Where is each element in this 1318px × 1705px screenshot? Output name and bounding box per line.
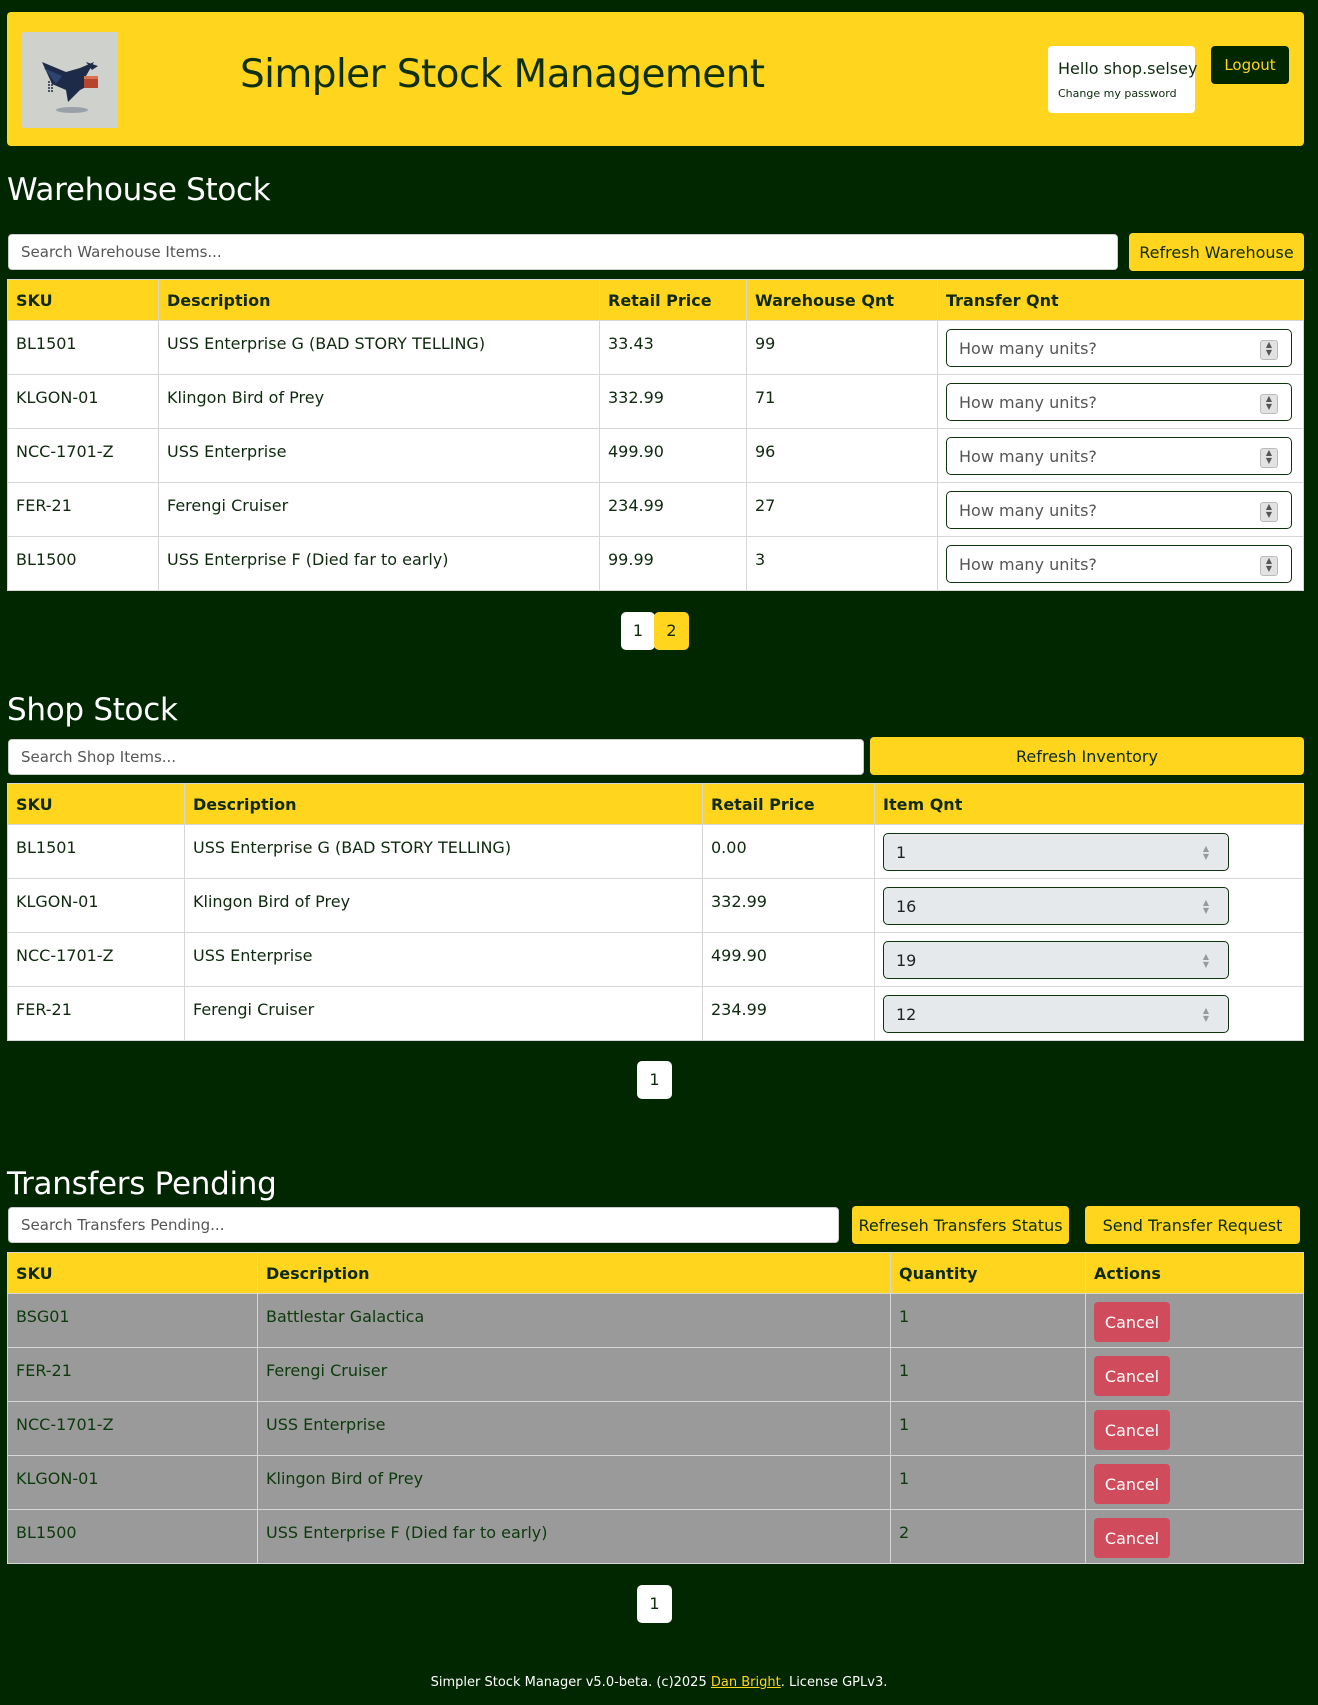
sku-cell: KLGON-01 [8, 1456, 258, 1510]
user-panel [1048, 46, 1198, 113]
quantity-cell: 1 [891, 1456, 1086, 1510]
column-header: Item Qnt [875, 784, 1304, 825]
transfer-qty-placeholder: How many units? [959, 339, 1097, 358]
description-cell: Battlestar Galactica [258, 1294, 891, 1348]
sku-cell: FER-21 [8, 483, 159, 537]
transfers-search-input[interactable] [8, 1207, 839, 1243]
column-header: Quantity [891, 1253, 1086, 1294]
column-header: Retail Price [600, 280, 747, 321]
table-row [8, 537, 1304, 591]
quantity-cell: 71 [747, 375, 938, 429]
column-header: Transfer Qnt [938, 280, 1304, 321]
column-header: SKU [8, 1253, 258, 1294]
shop-table [7, 783, 1304, 1041]
table-row [8, 879, 1304, 933]
cancel-transfer-button[interactable]: Cancel [1094, 1518, 1170, 1558]
number-spinner-icon[interactable]: ▲ ▼ [1260, 448, 1278, 468]
description-cell: Klingon Bird of Prey [258, 1456, 891, 1510]
transfer-qty-placeholder: How many units? [959, 501, 1097, 520]
transfer-qty-placeholder: How many units? [959, 555, 1097, 574]
sku-cell: BL1501 [8, 321, 159, 375]
price-cell: 499.90 [703, 933, 875, 987]
item-qty-value: 19 [896, 951, 917, 970]
page-button-1[interactable]: 1 [637, 1061, 672, 1099]
item-qty-field [883, 887, 1229, 925]
column-header: Retail Price [703, 784, 875, 825]
description-cell: Ferengi Cruiser [159, 483, 600, 537]
table-row [8, 1456, 1304, 1510]
table-row [8, 321, 1304, 375]
description-cell: Ferengi Cruiser [185, 987, 703, 1041]
table-header-row [8, 280, 1304, 321]
app-title: Simpler Stock Management [240, 52, 765, 97]
shop-section-title: Shop Stock [7, 692, 178, 728]
quantity-cell: 27 [747, 483, 938, 537]
raven-logo-icon [22, 32, 118, 128]
page-button-2-active[interactable]: 2 [654, 612, 689, 650]
refresh-warehouse-button[interactable]: Refresh Warehouse [1129, 233, 1304, 271]
sku-cell: BL1500 [8, 1510, 258, 1564]
column-header: SKU [8, 784, 185, 825]
table-row [8, 1294, 1304, 1348]
item-qty-field [883, 941, 1229, 979]
column-header: Warehouse Qnt [747, 280, 938, 321]
change-password-link[interactable]: Change my password [1058, 87, 1177, 100]
transfer-qty-input[interactable] [946, 545, 1292, 583]
transfer-qty-input[interactable] [946, 491, 1292, 529]
column-header: Actions [1086, 1253, 1304, 1294]
price-cell: 99.99 [600, 537, 747, 591]
number-spinner-icon[interactable]: ▲ ▼ [1260, 556, 1278, 576]
quantity-cell: 99 [747, 321, 938, 375]
sku-cell: KLGON-01 [8, 879, 185, 933]
column-header: SKU [8, 280, 159, 321]
table-row [8, 483, 1304, 537]
item-qty-field [883, 833, 1229, 871]
send-transfer-request-button[interactable]: Send Transfer Request [1085, 1206, 1300, 1244]
sku-cell: BL1500 [8, 537, 159, 591]
footer [0, 1675, 1318, 1690]
app-header [7, 12, 1304, 146]
cancel-transfer-button[interactable]: Cancel [1094, 1302, 1170, 1342]
number-spinner-icon: ▲ ▼ [1202, 1006, 1210, 1023]
price-cell: 33.43 [600, 321, 747, 375]
cancel-transfer-button[interactable]: Cancel [1094, 1410, 1170, 1450]
page-button-1[interactable]: 1 [637, 1585, 672, 1623]
column-header: Description [258, 1253, 891, 1294]
sku-cell: KLGON-01 [8, 375, 159, 429]
table-row [8, 1510, 1304, 1564]
transfer-qty-input[interactable] [946, 329, 1292, 367]
table-header-row [8, 784, 1304, 825]
footer-license-text: . License GPLv3. [780, 1675, 888, 1690]
warehouse-section-title: Warehouse Stock [7, 172, 271, 208]
cancel-transfer-button[interactable]: Cancel [1094, 1464, 1170, 1504]
item-qty-field [883, 995, 1229, 1033]
price-cell: 332.99 [703, 879, 875, 933]
sku-cell: FER-21 [8, 987, 185, 1041]
sku-cell: BSG01 [8, 1294, 258, 1348]
table-row [8, 375, 1304, 429]
description-cell: USS Enterprise [258, 1402, 891, 1456]
number-spinner-icon[interactable]: ▲ ▼ [1260, 394, 1278, 414]
number-spinner-icon: ▲ ▼ [1202, 844, 1210, 861]
sku-cell: NCC-1701-Z [8, 429, 159, 483]
item-qty-value: 1 [896, 843, 907, 862]
description-cell: Ferengi Cruiser [258, 1348, 891, 1402]
table-row [8, 933, 1304, 987]
table-row [8, 1402, 1304, 1456]
warehouse-table [7, 279, 1304, 591]
refresh-inventory-button[interactable]: Refresh Inventory [870, 737, 1304, 775]
description-cell: USS Enterprise F (Died far to early) [159, 537, 600, 591]
number-spinner-icon: ▲ ▼ [1202, 898, 1210, 915]
description-cell: Klingon Bird of Prey [159, 375, 600, 429]
transfers-section-title: Transfers Pending [7, 1166, 277, 1202]
column-header: Description [185, 784, 703, 825]
sku-cell: NCC-1701-Z [8, 933, 185, 987]
quantity-cell: 1 [891, 1402, 1086, 1456]
column-header: Description [159, 280, 600, 321]
quantity-cell: 1 [891, 1294, 1086, 1348]
logout-button[interactable]: Logout [1211, 46, 1289, 84]
transfers-table [7, 1252, 1304, 1564]
page-button-1[interactable]: 1 [621, 612, 655, 650]
author-link[interactable]: Dan Bright [710, 1675, 781, 1690]
transfer-qty-input[interactable] [946, 437, 1292, 475]
price-cell: 0.00 [703, 825, 875, 879]
description-cell: Klingon Bird of Prey [185, 879, 703, 933]
quantity-cell: 2 [891, 1510, 1086, 1564]
shop-search-input[interactable] [8, 739, 864, 775]
description-cell: USS Enterprise G (BAD STORY TELLING) [159, 321, 600, 375]
user-greeting: Hello shop.selsey [1058, 59, 1198, 78]
price-cell: 499.90 [600, 429, 747, 483]
transfer-qty-placeholder: How many units? [959, 447, 1097, 466]
refresh-transfers-status-button[interactable]: Refreseh Transfers Status [852, 1206, 1069, 1244]
table-row [8, 429, 1304, 483]
table-row [8, 987, 1304, 1041]
item-qty-value: 12 [896, 1005, 917, 1024]
quantity-cell: 3 [747, 537, 938, 591]
warehouse-search-input[interactable] [8, 234, 1118, 270]
table-header-row [8, 1253, 1304, 1294]
description-cell: USS Enterprise F (Died far to early) [258, 1510, 891, 1564]
transfer-qty-input[interactable] [946, 383, 1292, 421]
footer-version-text: Simpler Stock Manager v5.0-beta. (c)2025 [430, 1675, 711, 1690]
sku-cell: NCC-1701-Z [8, 1402, 258, 1456]
cancel-transfer-button[interactable]: Cancel [1094, 1356, 1170, 1396]
price-cell: 234.99 [703, 987, 875, 1041]
sku-cell: FER-21 [8, 1348, 258, 1402]
table-row [8, 825, 1304, 879]
number-spinner-icon[interactable]: ▲ ▼ [1260, 502, 1278, 522]
quantity-cell: 1 [891, 1348, 1086, 1402]
number-spinner-icon: ▲ ▼ [1202, 952, 1210, 969]
description-cell: USS Enterprise [159, 429, 600, 483]
price-cell: 234.99 [600, 483, 747, 537]
table-row [8, 1348, 1304, 1402]
item-qty-value: 16 [896, 897, 917, 916]
price-cell: 332.99 [600, 375, 747, 429]
sku-cell: BL1501 [8, 825, 185, 879]
description-cell: USS Enterprise [185, 933, 703, 987]
quantity-cell: 96 [747, 429, 938, 483]
description-cell: USS Enterprise G (BAD STORY TELLING) [185, 825, 703, 879]
number-spinner-icon[interactable]: ▲ ▼ [1260, 340, 1278, 360]
transfer-qty-placeholder: How many units? [959, 393, 1097, 412]
